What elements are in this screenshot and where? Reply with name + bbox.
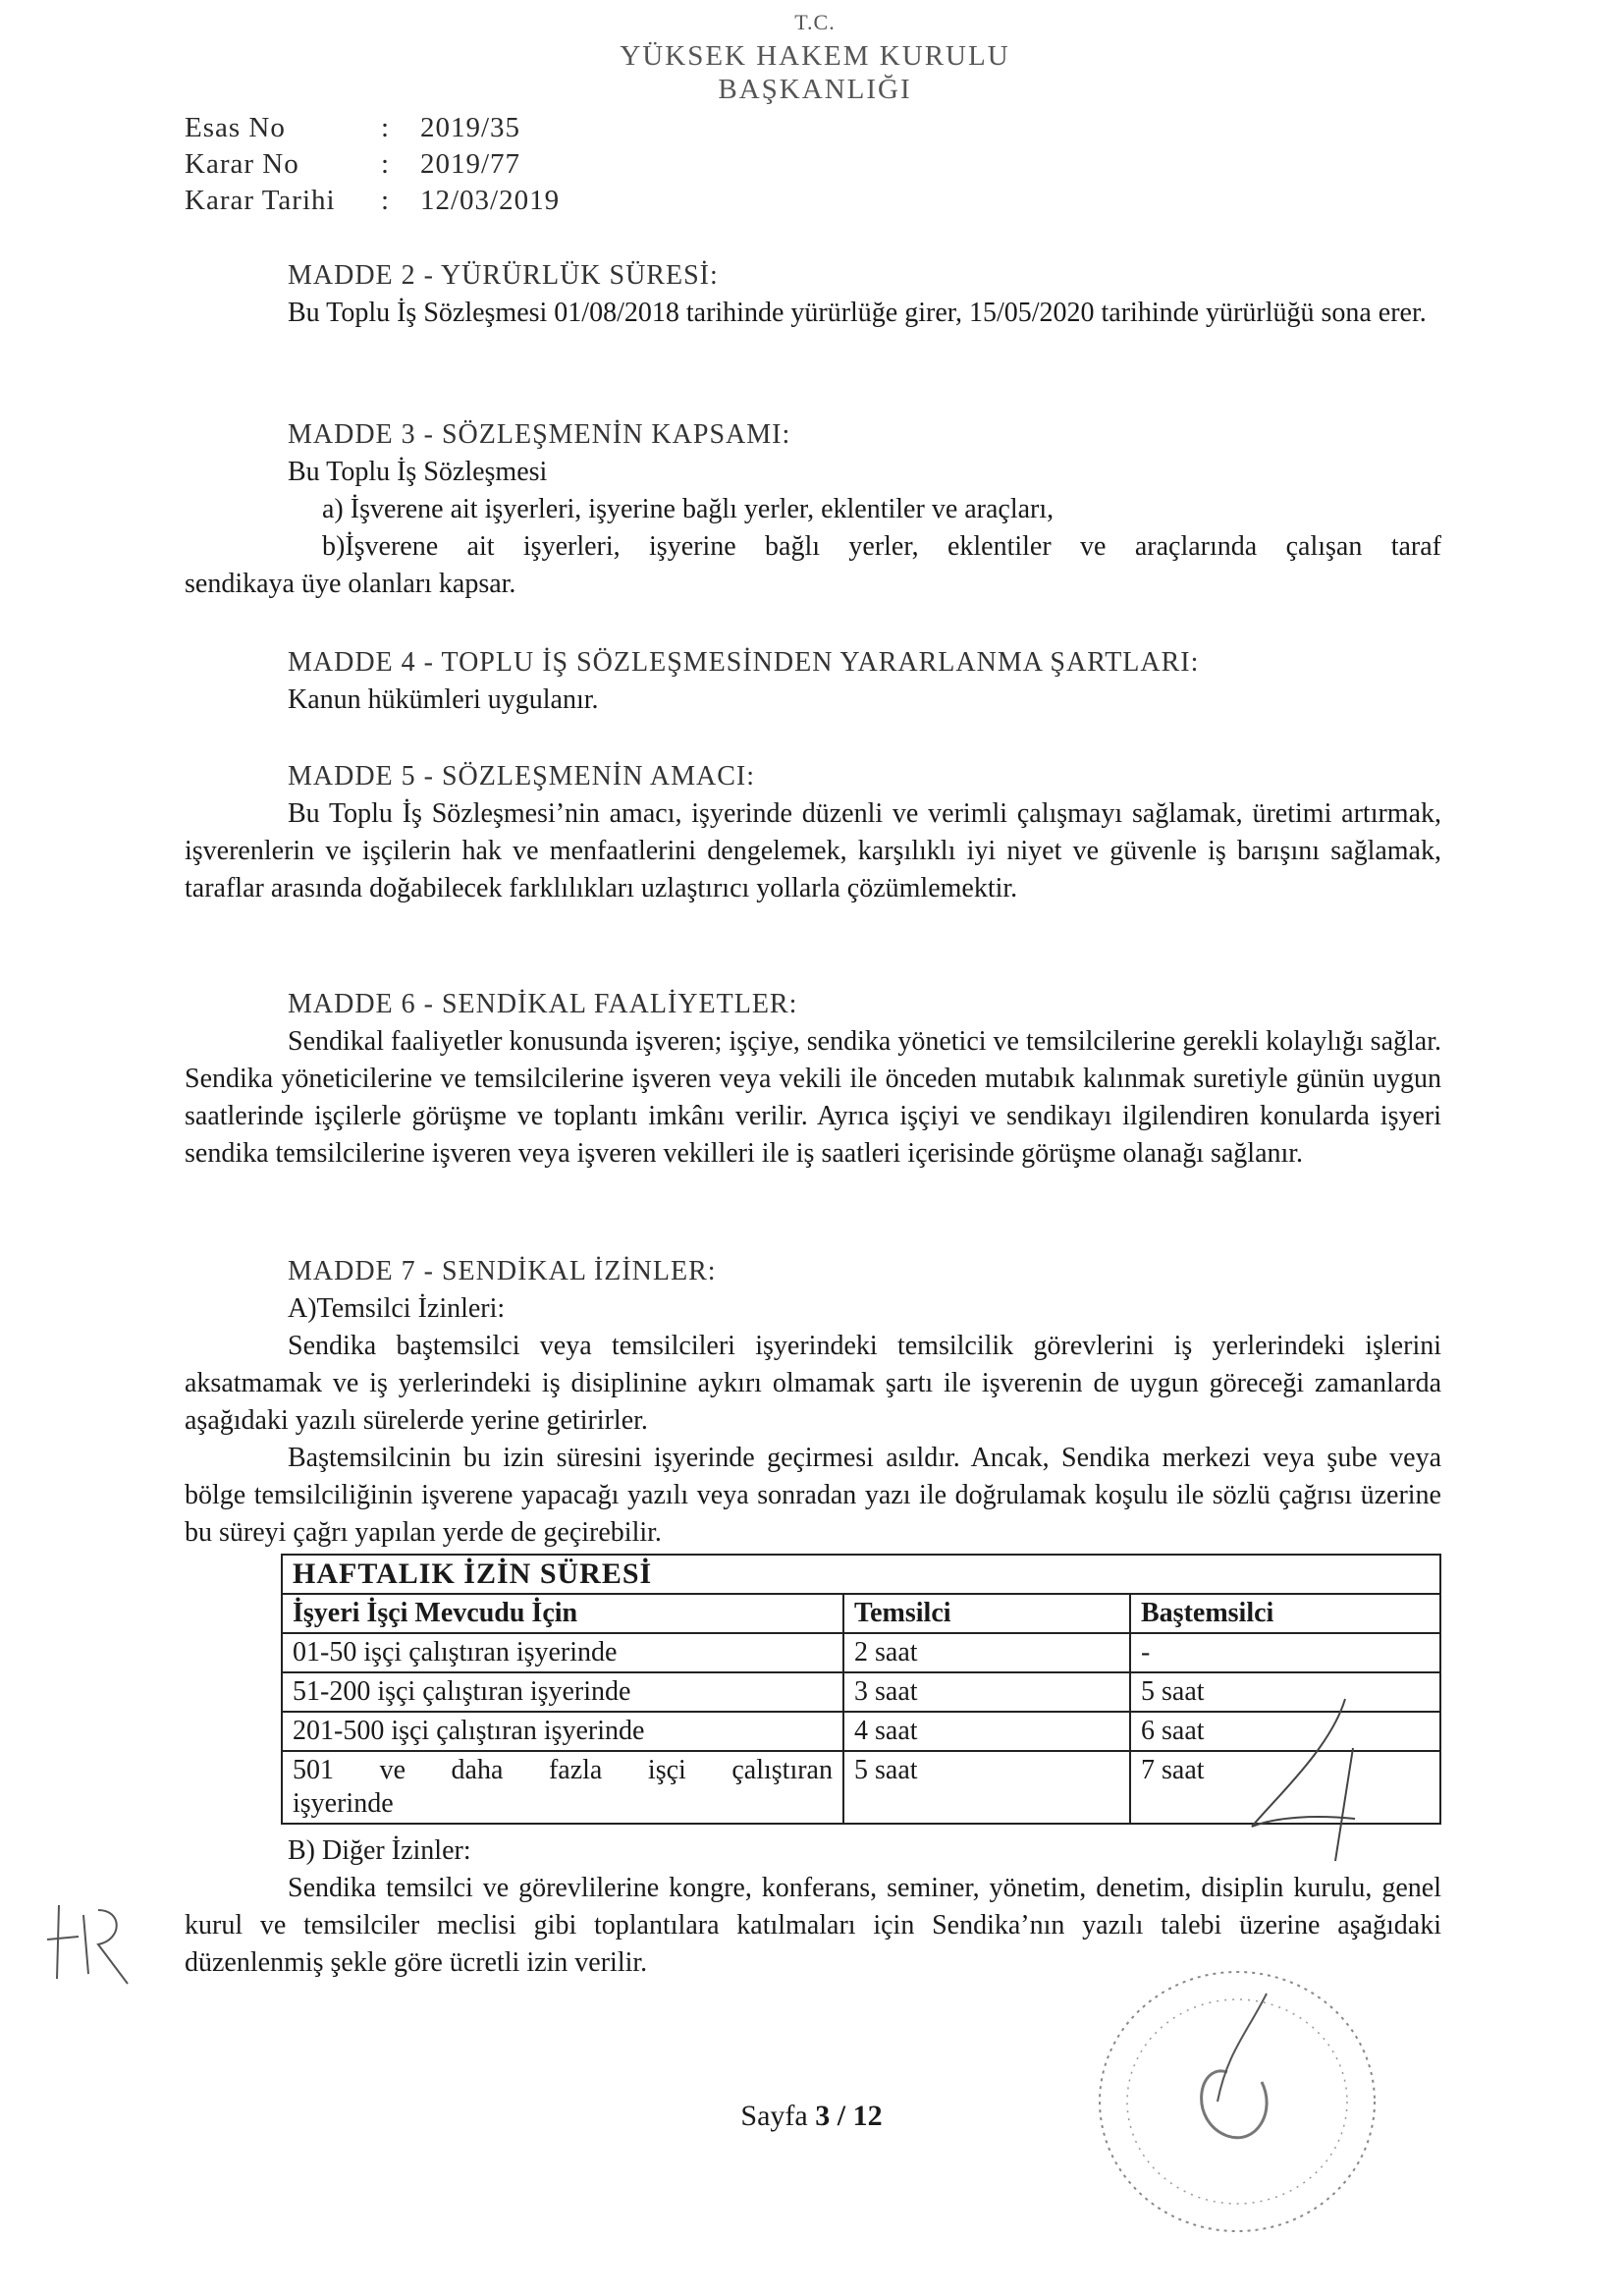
article-3-item-a: a) İşverene ait işyerleri, işyerine bağlı yerler, eklentiler ve araçları, [322, 494, 1055, 524]
table-cell: 2 saat [843, 1633, 1130, 1672]
article-3 [185, 416, 1441, 603]
meta-value: 12/03/2019 [420, 185, 561, 216]
article-3-intro: Bu Toplu İş Sözleşmesi [288, 457, 548, 487]
meta-colon: : [381, 112, 391, 143]
table-cell-line: işyerinde [293, 1788, 394, 1819]
document-header [560, 6, 1070, 106]
meta-key: Esas No [185, 112, 286, 143]
meta-colon: : [381, 148, 391, 180]
table-header: Baştemsilci [1130, 1594, 1440, 1633]
article-2-title: MADDE 2 - YÜRÜRLÜK SÜRESİ: [288, 260, 719, 291]
article-5 [185, 758, 1441, 907]
case-meta [185, 110, 560, 219]
table-caption: HAFTALIK İZİN SÜRESİ [282, 1555, 1440, 1594]
page-current: 3 [815, 2100, 831, 2132]
table-cell: 6 saat [1130, 1712, 1440, 1751]
article-7 [185, 1253, 1441, 1552]
article-2 [185, 257, 1441, 332]
table-cell: 3 saat [843, 1672, 1130, 1712]
table-cell: 5 saat [1130, 1672, 1440, 1712]
article-3-item-b-cont: sendikaya üye olanları kapsar. [185, 569, 516, 599]
article-4-text: Kanun hükümleri uygulanır. [288, 684, 599, 715]
page-total: 12 [852, 2100, 883, 2132]
article-7-sub-b: B) Diğer İzinler: [288, 1835, 471, 1866]
article-6-title: MADDE 6 - SENDİKAL FAALİYETLER: [288, 989, 798, 1019]
article-3-item-b: b)İşverene ait işyerleri, işyerine bağlı yerler, eklentiler ve araçlarında çalışan taraf [322, 531, 1441, 562]
article-4 [185, 644, 1441, 719]
meta-key: Karar Tarihi [185, 185, 336, 216]
table-cell: 51-200 işçi çalıştıran işyerinde [282, 1672, 843, 1712]
table-cell: 4 saat [843, 1712, 1130, 1751]
table-cell: 01-50 işçi çalıştıran işyerinde [282, 1633, 843, 1672]
article-7-sub-a: A)Temsilci İzinleri: [288, 1293, 506, 1324]
meta-value: 2019/77 [420, 148, 521, 180]
page-sep: / [837, 2100, 846, 2132]
initials-mark [39, 1886, 137, 1994]
article-7-text-2: Baştemsilcinin bu izin süresini işyerinde geçirmesi asıldır. Ancak, Sendika merkezi veya şube veya bölge temsilciliğinin işverene yapacağı yazılı veya sonradan yazı ile doğrulamak koşulu ile sözlü çağrısı üzerine bu süreyi çağrı yapılan yerde de geçirebilir. [185, 1443, 1441, 1548]
meta-key: Karar No [185, 148, 299, 180]
header-line1: YÜKSEK HAKEM KURULU [620, 40, 1010, 72]
article-7-text-3: Sendika temsilci ve görevlilerine kongre, konferans, seminer, yönetim, denetim, disiplin kurulu, genel kurul ve temsilciler meclisi gibi toplantılara katılmaları için Sendika’nın yazılı talebi üzerine aşağıdaki düzenlenmiş şekle göre ücretli izin verilir. [185, 1873, 1441, 1978]
article-4-title: MADDE 4 - TOPLU İŞ SÖZLEŞMESİNDEN YARARLANMA ŞARTLARI: [288, 647, 1200, 678]
header-tc: T.C. [794, 10, 836, 34]
table-header: Temsilci [843, 1594, 1130, 1633]
meta-colon: : [381, 185, 391, 216]
table-cell: - [1130, 1633, 1440, 1672]
meta-row [185, 110, 560, 146]
table-cell: 5 saat [843, 1751, 1130, 1824]
meta-row [185, 183, 560, 219]
article-5-text: Bu Toplu İş Sözleşmesi’nin amacı, işyerinde düzenli ve verimli çalışmayı sağlamak, üretimi artırmak, işverenlerin ve işçilerin hak ve menfaatlerini dengelemek, karşılıklı iyi niyet ve güvenle iş barışını sağlamak, taraflar arasında doğabilecek farklılıkları uzlaştırıcı yollarla çözümlemektir. [185, 798, 1441, 903]
article-6 [185, 986, 1441, 1173]
table-cell-line: 501 ve daha fazla işçi çalıştıran [293, 1755, 833, 1785]
table-header-row [282, 1594, 1440, 1633]
article-3-title: MADDE 3 - SÖZLEŞMENİN KAPSAMI: [288, 419, 791, 450]
meta-row [185, 146, 560, 183]
article-2-text: Bu Toplu İş Sözleşmesi 01/08/2018 tarihinde yürürlüğe girer, 15/05/2020 tarihinde yürürlüğü sona erer. [288, 298, 1427, 328]
official-stamp [1080, 1954, 1394, 2249]
article-6-text: Sendikal faaliyetler konusunda işveren; işçiye, sendika yönetici ve temsilcilerine gerekli kolaylığı sağlar. Sendika yöneticilerine ve temsilcilerine işveren veya vekili ile önceden mutabık kalınmak suretiyle günün uygun saatlerinde işçilerle görüşme ve toplantı imkânı verilir. Ayrıca işçiyi ve sendikayı ilgilendiren konularda işyeri sendika temsilcilerine işveren veya işveren vekilleri ile iş saatleri içerisinde görüşme olanağı sağlanır. [185, 1026, 1441, 1169]
article-7-title: MADDE 7 - SENDİKAL İZİNLER: [288, 1256, 717, 1286]
table-row [282, 1633, 1440, 1672]
table-caption-row [282, 1555, 1440, 1594]
article-5-title: MADDE 5 - SÖZLEŞMENİN AMACI: [288, 761, 755, 792]
signature-mark [1237, 1689, 1375, 1866]
table-header: İşyeri İşçi Mevcudu İçin [282, 1594, 843, 1633]
table-cell [282, 1751, 843, 1824]
table-cell: 201-500 işçi çalıştıran işyerinde [282, 1712, 843, 1751]
table-cell: 7 saat [1130, 1751, 1440, 1824]
page-label: Sayfa [740, 2100, 808, 2132]
header-line2: BAŞKANLIĞI [718, 74, 912, 105]
meta-value: 2019/35 [420, 112, 521, 143]
article-7-text-1: Sendika baştemsilci veya temsilcileri işyerindeki temsilcilik görevlerini iş yerlerindeki işlerini aksatmamak ve iş yerlerindeki iş disiplinine aykırı olmamak şartı ile işverenin de uygun göreceği zamanlarda aşağıdaki yazılı sürelerde yerine getirirler. [185, 1331, 1441, 1436]
